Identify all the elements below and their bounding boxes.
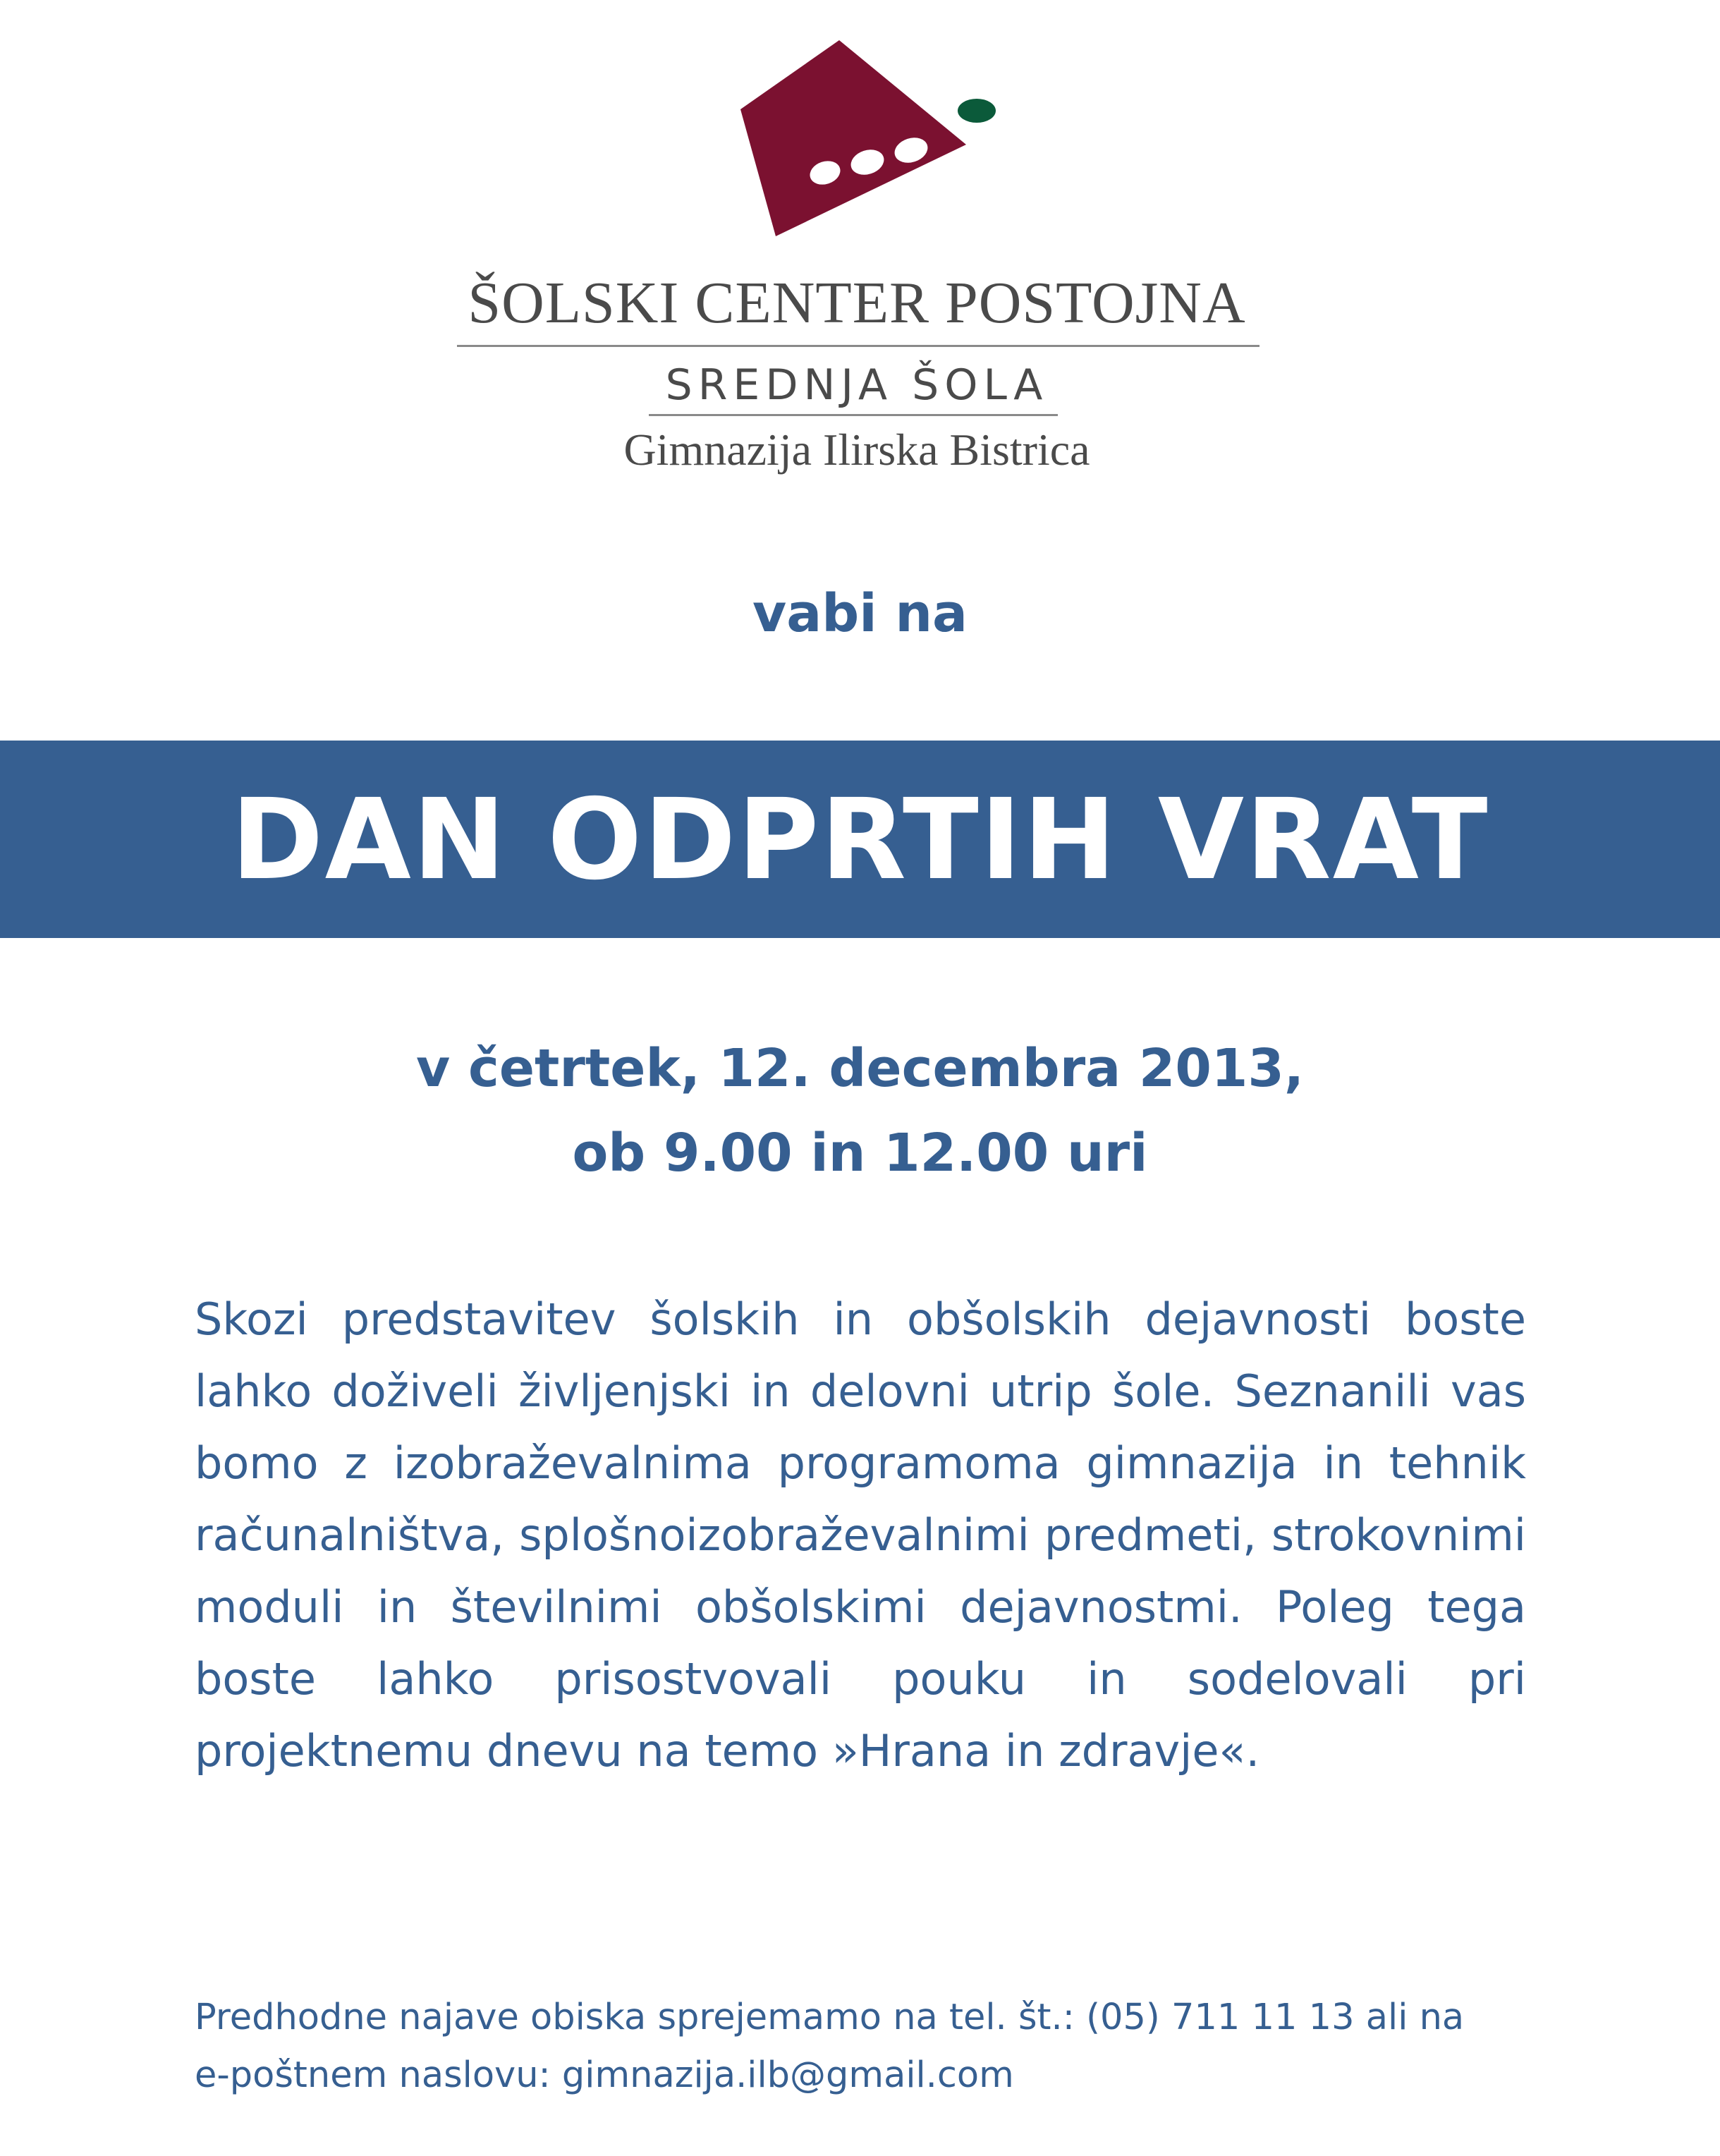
school-logo-icon [726,32,1023,243]
divider [457,345,1259,347]
school-branch: Gimnazija Ilirska Bistrica [623,425,1090,475]
invite-text: vabi na [752,583,968,644]
school-name: ŠOLSKI CENTER POSTOJNA [468,270,1246,336]
event-description: Skozi predstavitev šolskih in obšolskih dejavnosti boste lahko doživeli življenjski in delovni utrip šole. Seznanili vas bomo z izobraževalnima programoma gimnazija in tehnik računalništva, splošnoizobraževalnimi predmeti, strokovnimi moduli in številnimi obšolskimi dejavnostmi. Poleg tega boste lahko prisostvovali pouku in sodelovali pri projektnemu dnevu na temo »Hrana in zdravje«. [195,1293,1526,1777]
contact-email-line: e-poštnem naslovu: gimnazija.ilb@gmail.com [195,2054,1014,2096]
divider [649,414,1058,416]
event-title: DAN ODPRTIH VRAT [231,775,1489,905]
event-date: v četrtek, 12. decembra 2013, [416,1038,1304,1099]
school-unit: SREDNJA ŠOLA [665,360,1049,410]
contact-info [195,1989,1526,2105]
contact-phone-line: Predhodne najave obiska sprejemamo na tel. št.: (05) 711 11 13 ali na [195,1997,1465,2038]
event-time: ob 9.00 in 12.00 uri [572,1123,1148,1183]
